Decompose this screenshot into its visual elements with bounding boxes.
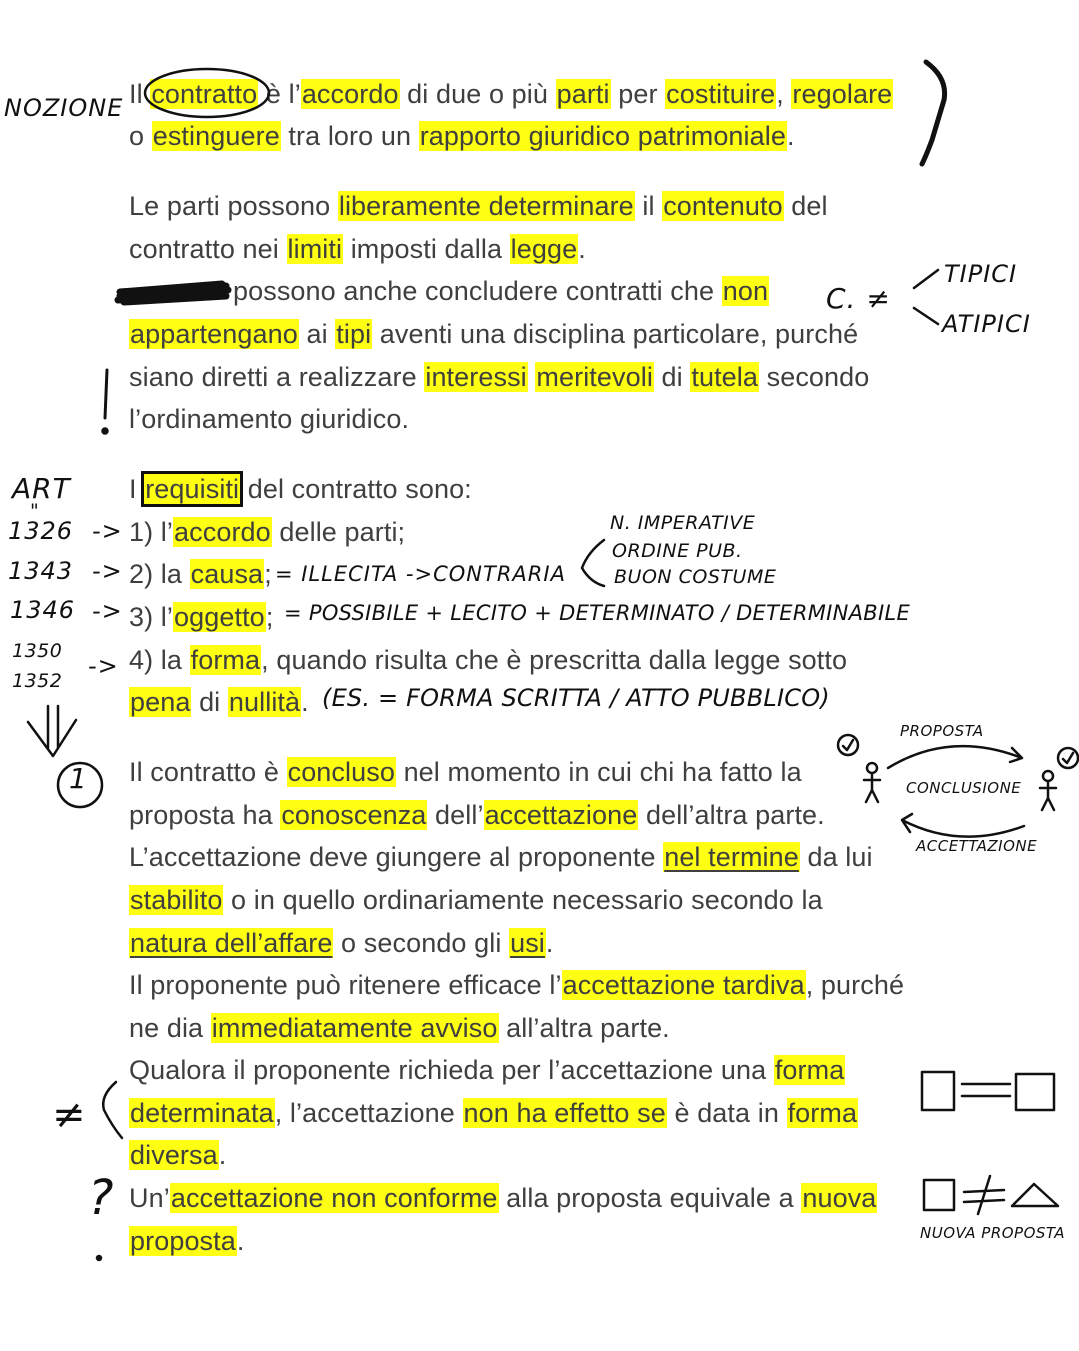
note-arrow: -> (92, 517, 123, 545)
highlight: nel termine (664, 842, 799, 872)
note-arrow: -> (92, 557, 123, 585)
text-line: Il contratto è concluso nel momento in cui chi ha fatto la (129, 757, 802, 787)
note-forma: (ES. = FORMA SCRITTA / ATTO PUBBLICO) (322, 684, 830, 712)
note-1326: 1326 (8, 517, 74, 545)
note-conclusione: CONCLUSIONE (906, 779, 1022, 797)
highlight: nuova (802, 1183, 877, 1213)
highlight: regolare (792, 79, 893, 109)
note-nozione: NOZIONE (4, 94, 124, 122)
arrow-icon (888, 746, 1022, 768)
note-accettazione: ACCETTAZIONE (916, 837, 1038, 855)
note-neq: ≠ (52, 1092, 87, 1138)
text-line: siano diretti a realizzare interessi meritevoli di tutela secondo (129, 362, 870, 392)
highlight: oggetto (174, 602, 265, 632)
text-line: L’accettazione deve giungere al proponente nel termine da lui (129, 842, 873, 872)
note-nuova-proposta: NUOVA PROPOSTA (920, 1224, 1065, 1242)
highlight: concluso (287, 757, 395, 787)
highlight: non (722, 276, 769, 306)
not-equal-icon (964, 1176, 1004, 1214)
highlight: liberamente determinare (338, 191, 634, 221)
square-icon (922, 1072, 954, 1110)
highlight: accettazione non conforme (170, 1183, 498, 1213)
text-line: possono anche concludere contratti che non (233, 276, 769, 306)
text-line: Qualora il proponente richieda per l’accettazione una forma (129, 1055, 845, 1085)
text-line: appartengano ai tipi aventi una disciplina particolare, purché (130, 319, 859, 349)
text-line: natura dell’affare o secondo gli usi. (130, 928, 554, 958)
note-oggetto: = POSSIBILE + LECITO + DETERMINATO / DETERMINABILE (284, 601, 911, 625)
highlight: immediatamente avviso (211, 1013, 498, 1043)
bracket-icon (922, 62, 945, 164)
highlight: limiti (287, 234, 343, 264)
person-icon (867, 763, 877, 773)
text-line: l’ordinamento giuridico. (129, 404, 410, 434)
highlight: usi (510, 928, 545, 958)
highlight: determinata (130, 1098, 274, 1128)
text-line: o estinguere tra loro un rapporto giuridico patrimoniale. (129, 121, 795, 151)
highlight: rapporto giuridico patrimoniale (419, 121, 786, 151)
note-1352: 1352 (12, 670, 63, 692)
highlight: legge (510, 234, 578, 264)
triangle-icon (1012, 1184, 1058, 1206)
text-line: 4) la forma, quando risulta che è prescritta dalla legge sotto (129, 645, 848, 675)
highlight: contenuto (663, 191, 783, 221)
highlight: contratto (151, 79, 258, 109)
highlight: proposta (130, 1226, 236, 1256)
highlight: nullità (228, 687, 301, 717)
note-arrow: -> (88, 652, 119, 680)
highlight: forma (190, 645, 261, 675)
text-line: 1) l’accordo delle parti; (129, 517, 406, 547)
note-c-neq: C. ≠ (826, 282, 891, 315)
text-line: determinata, l’accettazione non ha effetto se è data in forma (130, 1098, 858, 1128)
text-line: 2) la causa; (129, 559, 272, 589)
down-arrow-icon (28, 706, 76, 756)
highlight: accettazione tardiva (562, 970, 805, 1000)
highlight: requisiti (145, 474, 240, 504)
highlight: costituire (666, 79, 776, 109)
text-line: I requisiti del contratto sono: (129, 474, 472, 504)
note-1346: 1346 (10, 596, 76, 624)
brace-icon (582, 540, 604, 586)
arrow-icon (902, 814, 1024, 837)
note-buon: BUON COSTUME (614, 566, 777, 588)
note-atipici: ATIPICI (942, 310, 1031, 338)
exclamation-icon (105, 370, 107, 418)
person-icon (1043, 771, 1053, 781)
highlight: accordo (174, 517, 271, 547)
highlight: interessi (425, 362, 527, 392)
note-art-eq: " (30, 500, 40, 522)
text-line: Un’accettazione non conforme alla proposta equivale a nuova (129, 1183, 877, 1213)
redaction-scribble (118, 284, 228, 302)
highlight: estinguere (152, 121, 280, 151)
text-line: 3) l’oggetto; (129, 602, 274, 632)
note-1343: 1343 (8, 557, 74, 585)
note-proposta: PROPOSTA (900, 722, 984, 740)
text-line: stabilito o in quello ordinariamente necessario secondo la (130, 885, 823, 915)
text-line: Il contratto è l’accordo di due o più parti per costituire, regolare (129, 79, 893, 109)
highlight: non ha effetto se (463, 1098, 666, 1128)
highlight: parti (556, 79, 610, 109)
highlight: diversa (130, 1140, 218, 1170)
note-art: ART (12, 472, 71, 505)
text-line: Le parti possono liberamente determinare il contenuto del (129, 191, 828, 221)
highlight: forma (787, 1098, 858, 1128)
note-1350: 1350 (12, 640, 63, 662)
text-line: proposta ha conoscenza dell’accettazione dell’altra parte. (129, 800, 825, 830)
highlight: conoscenza (281, 800, 427, 830)
text-line: contratto nei limiti imposti dalla legge. (129, 234, 586, 264)
highlight: natura dell’affare (130, 928, 333, 958)
note-tipici: TIPICI (944, 260, 1018, 288)
note-imperative: N. IMPERATIVE (610, 512, 756, 534)
text-line: ne dia immediatamente avviso all’altra parte. (129, 1013, 670, 1043)
note-causa: = ILLECITA ->CONTRARIA (275, 562, 566, 586)
note-arrow: -> (92, 597, 123, 625)
note-ordine: ORDINE PUB. (612, 540, 743, 562)
highlight: tipi (336, 319, 372, 349)
text-line: pena di nullità. (130, 687, 309, 717)
highlight: accordo (301, 79, 399, 109)
square-icon (1016, 1074, 1054, 1110)
text-line: Il proponente può ritenere efficace l’accettazione tardiva, purché (129, 970, 905, 1000)
text-line: proposta. (130, 1226, 245, 1256)
highlight: pena (130, 687, 191, 717)
note-circled-one: 1 (69, 762, 88, 795)
note-question: ? (88, 1170, 115, 1226)
highlight: tutela (691, 362, 759, 392)
highlight: appartengano (130, 319, 298, 349)
square-icon (924, 1180, 954, 1210)
highlight: forma (774, 1055, 845, 1085)
highlight: meritevoli (536, 362, 653, 392)
highlight: stabilito (130, 885, 223, 915)
highlight: accettazione (484, 800, 638, 830)
text-line: diversa. (130, 1140, 227, 1170)
highlight: causa (190, 559, 264, 589)
